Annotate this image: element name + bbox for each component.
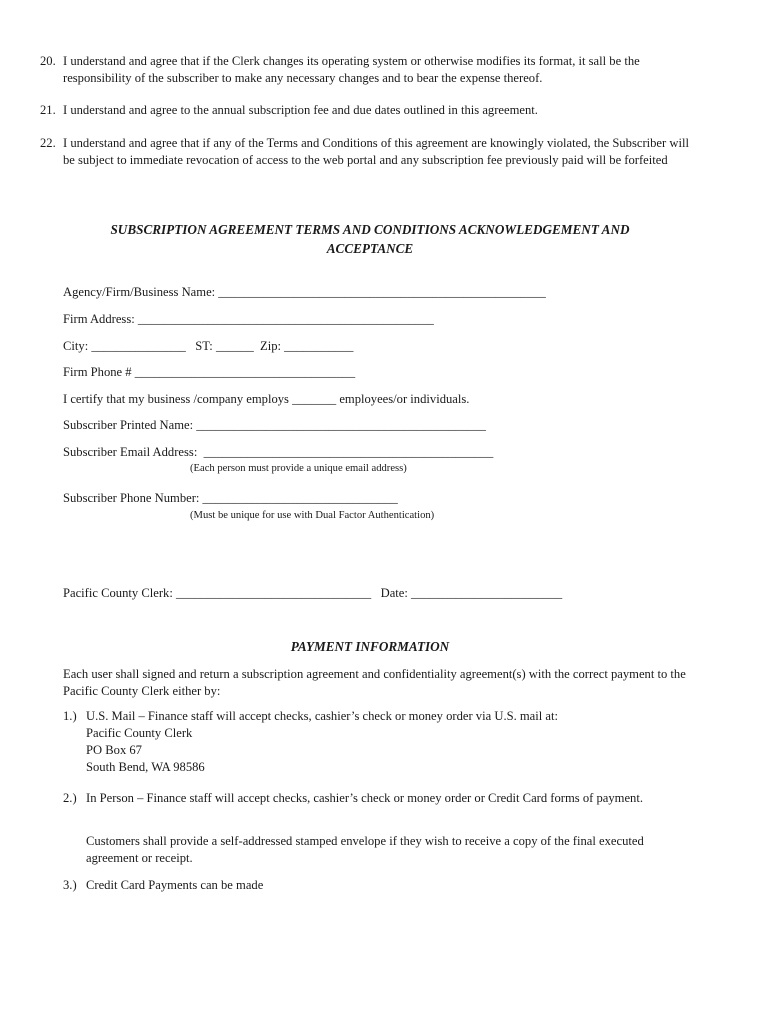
payment-item-number: 1.) <box>63 709 77 723</box>
term-number: 21. <box>40 103 56 117</box>
payment-item-mail <box>86 708 686 776</box>
firm-address-field[interactable]: Firm Address: _______________________________________________ <box>63 312 434 326</box>
term-text: I understand and agree to the annual subscription fee and due dates outlined in this agreement. <box>63 103 538 117</box>
heading-line: SUBSCRIPTION AGREEMENT TERMS AND CONDITIONS ACKNOWLEDGEMENT AND <box>110 222 630 237</box>
firm-phone-field[interactable]: Firm Phone # ___________________________________ <box>63 365 356 379</box>
heading-line: ACCEPTANCE <box>326 241 414 256</box>
term-text: I understand and agree that if the Clerk changes its operating system or otherwise modifies its format, it sall be the responsibility of the subscriber to make any necessary changes and to bear the expense thereof. <box>63 54 640 85</box>
phone-note: (Must be unique for use with Dual Factor Authentication) <box>190 510 435 521</box>
agency-name-field[interactable]: Agency/Firm/Business Name: ____________________________________________________ <box>63 285 546 299</box>
term-22 <box>40 135 700 169</box>
mail-address-line: Pacific County Clerk <box>86 726 193 740</box>
term-text: I understand and agree that if any of the Terms and Conditions of this agreement are knowingly violated, the Subscriber will be subject to immediate revocation of access to the web portal and any subscription fee previously paid will be forfeited <box>63 136 689 167</box>
mail-address-line: PO Box 67 <box>86 743 142 757</box>
payment-heading: PAYMENT INFORMATION <box>290 639 450 654</box>
payment-item-number: 2.) <box>63 791 77 805</box>
term-number: 20. <box>40 54 56 68</box>
clerk-signature-date-field[interactable]: Pacific County Clerk: _______________________________ Date: ________________________ <box>63 586 563 600</box>
term-21 <box>40 102 700 119</box>
term-20 <box>40 53 700 87</box>
in-person-extra: Customers shall provide a self-addressed stamped envelope if they wish to receive a copy of the final executed agreement or receipt. <box>86 834 644 865</box>
employee-count-field[interactable]: I certify that my business /company employs _______ employees/or individuals. <box>63 392 470 406</box>
in-person-text: In Person – Finance staff will accept checks, cashier’s check or money order or Credit Card forms of payment. <box>86 791 643 805</box>
email-note: (Each person must provide a unique email address) <box>190 463 407 474</box>
payment-item-in-person <box>86 790 661 807</box>
payment-item-credit-card: Credit Card Payments can be made <box>86 878 264 892</box>
mail-line: U.S. Mail – Finance staff will accept checks, cashier’s check or money order via U.S. mail at: <box>86 709 559 723</box>
subscriber-name-field[interactable]: Subscriber Printed Name: ______________________________________________ <box>63 418 486 432</box>
term-number: 22. <box>40 136 56 150</box>
acknowledgement-heading <box>60 220 680 258</box>
subscriber-phone-field[interactable]: Subscriber Phone Number: _______________________________ <box>63 491 398 505</box>
mail-address-line: South Bend, WA 98586 <box>86 760 205 774</box>
payment-intro: Each user shall signed and return a subscription agreement and confidentiality agreement(s) with the correct payment to the Pacific County Clerk either by: <box>63 667 686 698</box>
city-state-zip-field[interactable]: City: _______________ ST: ______ Zip: ___________ <box>63 339 354 353</box>
payment-item-number: 3.) <box>63 878 77 892</box>
subscriber-email-field[interactable]: Subscriber Email Address: ______________________________________________ <box>63 445 494 459</box>
